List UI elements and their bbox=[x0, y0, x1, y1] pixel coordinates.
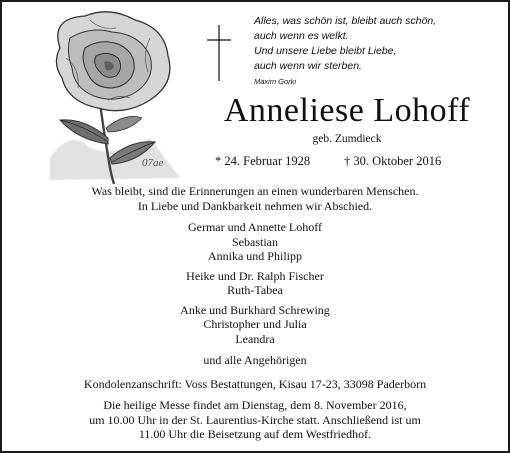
family-member: Ruth-Tabea bbox=[227, 283, 283, 297]
family-member: Leandra bbox=[235, 331, 275, 346]
intro-line: Was bleibt, sind die Erinnerungen an einen wunderbaren Menschen. bbox=[91, 184, 419, 198]
birth-date: * 24. Februar 1928 bbox=[215, 154, 311, 168]
poem-line: Und unsere Liebe bleibt Liebe, bbox=[254, 45, 397, 57]
family-group bbox=[2, 269, 508, 298]
obituary-body bbox=[2, 184, 508, 442]
deceased-name: Anneliese Lohoff bbox=[223, 92, 471, 129]
poem-line: auch wenn es welkt. bbox=[254, 30, 349, 42]
family-member: Annika und Philipp bbox=[207, 249, 302, 263]
poem-author: Maxim Gorki bbox=[254, 77, 297, 86]
condolence-address: Kondolenzanschrift: Voss Bestattungen, Kisau 17-23, 33098 Paderborn bbox=[83, 376, 427, 391]
rose-signature: 07ae bbox=[142, 157, 164, 169]
family-member: Sebastian bbox=[232, 234, 278, 249]
death-date: † 30. Oktober 2016 bbox=[344, 154, 442, 168]
family-group bbox=[2, 220, 508, 264]
service-line: Die heilige Messe findet am Dienstag, dem 8. November 2016, bbox=[103, 398, 407, 412]
family-member: Heike und Dr. Ralph Fischer bbox=[186, 268, 324, 283]
relatives-line: und alle Angehörigen bbox=[203, 353, 307, 367]
family-member: Christopher und Julia bbox=[203, 317, 307, 331]
poem bbox=[254, 14, 504, 89]
family-member: Germar und Annette Lohoff bbox=[187, 220, 323, 234]
cross-icon bbox=[206, 24, 232, 82]
rose-drawing-icon bbox=[30, 8, 190, 186]
family-group bbox=[2, 303, 508, 347]
poem-line: auch wenn wir sterben. bbox=[254, 60, 362, 72]
family-member: Anke und Burkhard Schrewing bbox=[180, 302, 330, 317]
birth-name: geb. Zumdieck bbox=[312, 133, 382, 145]
intro-line: In Liebe und Dankbarkeit nehmen wir Abschied. bbox=[137, 198, 373, 213]
service-line: um 10.00 Uhr in der St. Laurentius-Kirche statt. Anschließend ist um bbox=[89, 412, 421, 427]
poem-line: Alles, was schön ist, bleibt auch schön, bbox=[254, 15, 437, 27]
service-line: 11.00 Uhr die Beisetzung auf dem Westfriedhof. bbox=[138, 427, 372, 441]
